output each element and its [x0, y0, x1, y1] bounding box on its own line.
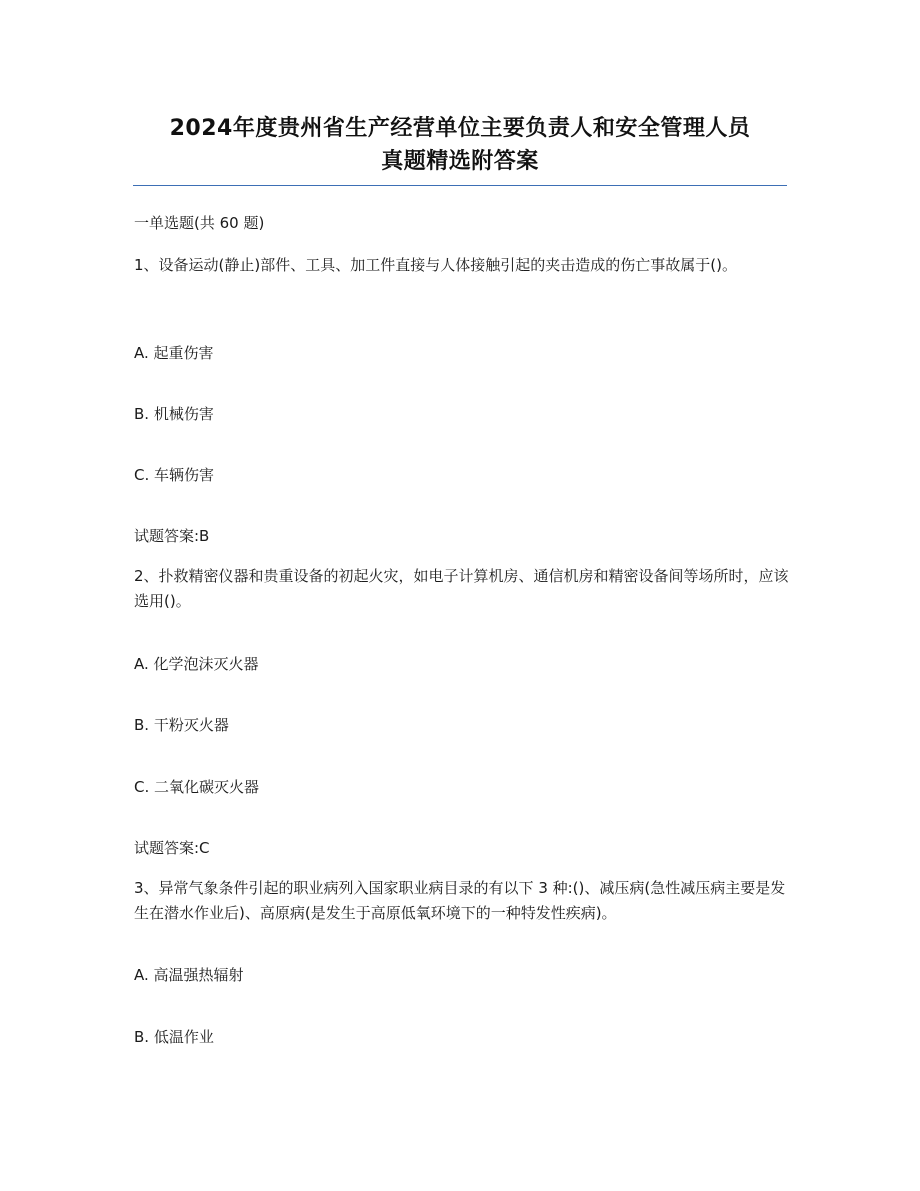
- question-2-answer: 试题答案:C: [134, 839, 210, 857]
- question-3-option-b: B. 低温作业: [134, 1028, 214, 1046]
- question-1-answer: 试题答案:B: [134, 527, 210, 545]
- question-2-stem: 2、扑救精密仪器和贵重设备的初起火灾，如电子计算机房、通信机房和精密设备间等场所时，应该选用()。: [134, 567, 789, 610]
- document-title-line-2: 真题精选附答案: [381, 149, 539, 174]
- document-title: [110, 112, 810, 178]
- title-divider: [133, 185, 787, 186]
- question-1-option-c: C. 车辆伤害: [134, 466, 215, 484]
- question-2-option-c: C. 二氧化碳灭火器: [134, 778, 260, 796]
- question-2-option-b: B. 干粉灭火器: [134, 716, 229, 734]
- question-2-option-a: A. 化学泡沫灭火器: [134, 655, 259, 673]
- section-heading: 一单选题(共 60 题): [134, 214, 265, 232]
- question-1-option-a: A. 起重伤害: [134, 344, 214, 362]
- question-3-option-a: A. 高温强热辐射: [134, 966, 244, 984]
- question-1-option-b: B. 机械伤害: [134, 405, 214, 423]
- document-title-line-1: 2024年度贵州省生产经营单位主要负责人和安全管理人员: [169, 116, 751, 141]
- question-1-stem: 1、设备运动(静止)部件、工具、加工件直接与人体接触引起的夹击造成的伤亡事故属于()。: [134, 256, 737, 274]
- question-3-stem: 3、异常气象条件引起的职业病列入国家职业病目录的有以下 3 种:()、减压病(急性减压病主要是发生在潜水作业后)、高原病(是发生于高原低氧环境下的一种特发性疾病)。: [134, 879, 786, 922]
